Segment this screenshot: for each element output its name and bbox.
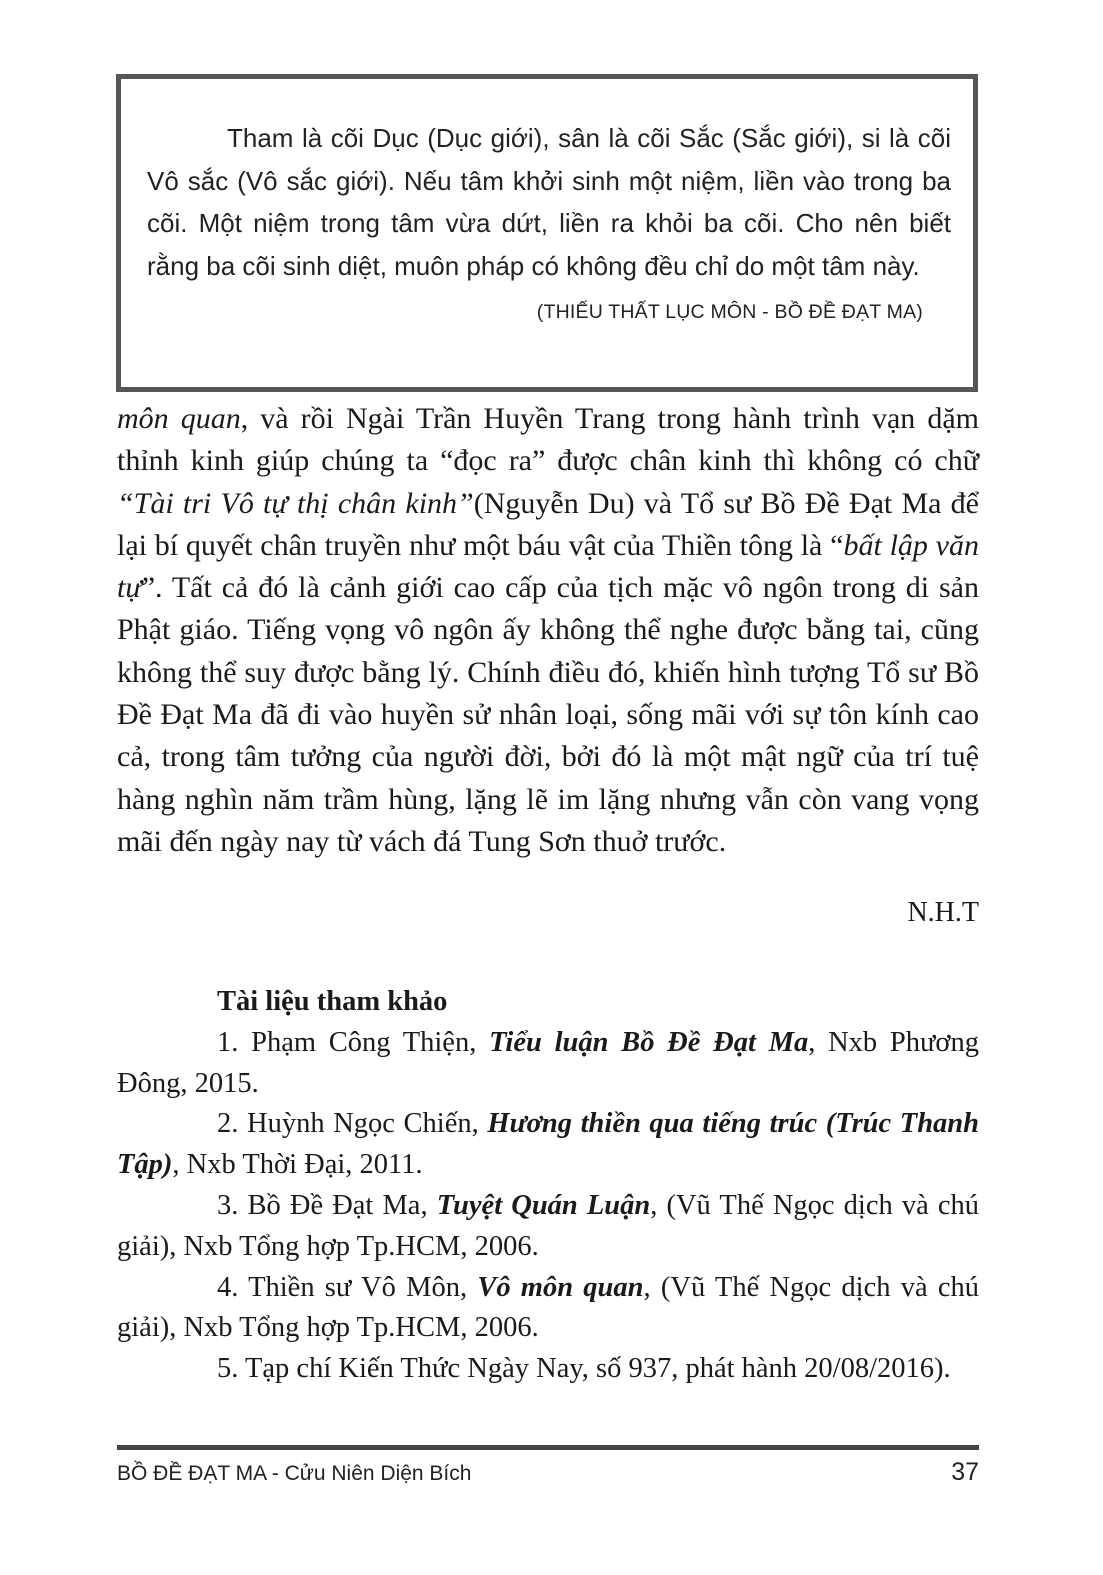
body-italic-3: “Tài tri Vô tự thị chân kinh” [117,486,474,520]
reference-item: 1. Phạm Công Thiện, Tiểu luận Bồ Đề Đạt Ma, Nxb Phương Đông, 2015. [117,1026,980,1099]
reference-item: 3. Bồ Đề Đạt Ma, Tuyệt Quán Luận, (Vũ Thế Ngọc dịch và chú giải), Nxb Tổng hợp Tp.HCM, 2006. [117,1189,980,1262]
references-section [117,982,979,1390]
page-number: 37 [951,1458,979,1486]
references-heading: Tài liệu tham khảo [217,986,448,1017]
body-text-4: (Nguyễn Du) và Tổ sư Bồ Đề Đạt Ma để lại bí quyết chân truyền như một báu vật của Thiền tông là “ [117,486,979,562]
body-text-6: ”. Tất cả đó là cảnh giới cao cấp của tịch mặc vô ngôn trong di sản Phật giáo. Tiếng vọng vô ngôn ấy không thể nghe được bằng tai, cũng không thể suy được bằng lý. Chính điều đó, khiến hình tượng Tổ sư Bồ Đề Đạt Ma đã đi vào huyền sử nhân loại, sống mãi với sự tôn kính cao cả, trong tâm tưởng của người đời, bởi đó là một mật ngữ của trí tuệ hàng nghìn năm trầm hùng, lặng lẽ im lặng nhưng vẫn còn vang vọng mãi đến ngày nay từ vách đá Tung Sơn thuở trước. [117,571,979,858]
body-italic-5: bất lập văn tự [117,528,979,605]
quote-box [116,74,978,392]
body-italic-1: môn quan [117,402,241,435]
reference-item: 4. Thiền sư Vô Môn, Vô môn quan, (Vũ Thế Ngọc dịch và chú giải), Nxb Tổng hợp Tp.HCM, 2006. [117,1271,979,1344]
quote-source: (THIẾU THẤT LỤC MÔN - BỒ ĐỀ ĐẠT MA) [536,301,923,323]
reference-item: 2. Huỳnh Ngọc Chiến, Hương thiền qua tiếng trúc (Trúc Thanh Tập), Nxb Thời Đại, 2011. [117,1108,980,1181]
body-paragraph [117,398,979,863]
footer-book-title: BỒ ĐỀ ĐẠT MA - Cửu Niên Diện Bích [117,1462,472,1485]
reference-item: 5. Tạp chí Kiến Thức Ngày Nay, số 937, phát hành 20/08/2016). [217,1353,951,1385]
body-text-2: , và rồi Ngài Trần Huyền Trang trong hành trình vạn dặm thỉnh kinh giúp chúng ta “đọc ra” được chân kinh thì không có chữ [117,402,979,478]
footer-divider [117,1445,979,1450]
quote-text: Tham là cõi Dục (Dục giới), sân là cõi Sắc (Sắc giới), si là cõi Vô sắc (Vô sắc giới). Nếu tâm khởi sinh một niệm, liền vào trong ba cõi. Một niệm trong tâm vừa dứt, liền ra khỏi ba cõi. Cho nên biết rằng ba cõi sinh diệt, muôn pháp có không đều chỉ do một tâm này. [147,123,951,281]
author-signature: N.H.T [907,897,979,928]
